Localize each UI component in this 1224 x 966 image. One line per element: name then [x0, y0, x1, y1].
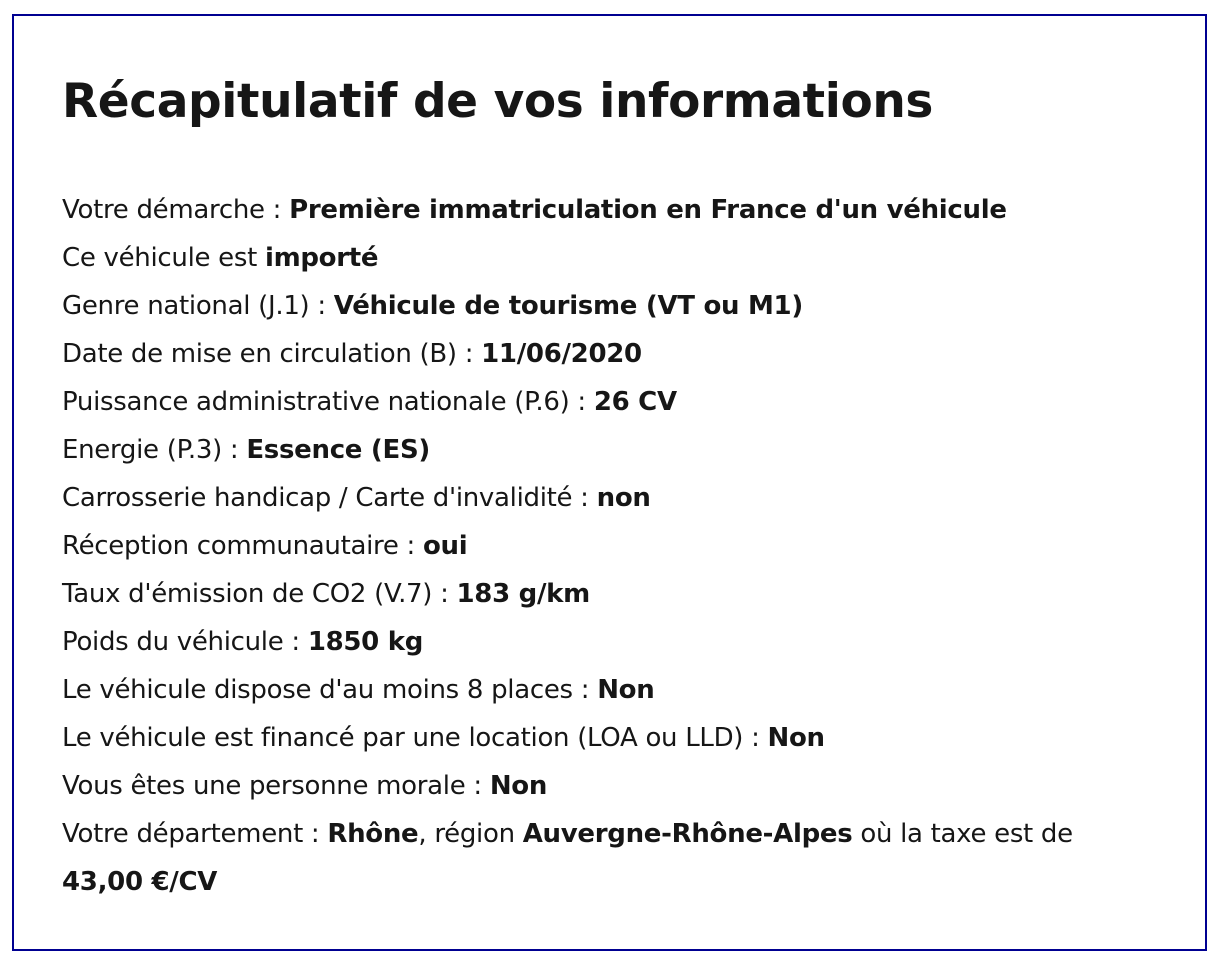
recap-label: Energie (P.3) : [62, 435, 247, 465]
recap-value: Première immatriculation en France d'un véhicule [289, 195, 1007, 225]
recap-line-reception [62, 522, 1162, 570]
recap-label: Poids du véhicule : [62, 627, 308, 657]
recap-line-puissance [62, 378, 1162, 426]
region-value: Auvergne-Rhône-Alpes [522, 819, 853, 849]
recap-line-personne-morale [62, 762, 1162, 810]
recap-value: non [596, 483, 651, 513]
recap-label: Le véhicule dispose d'au moins 8 places : [62, 675, 598, 705]
recap-line-places [62, 666, 1162, 714]
recap-line-date [62, 330, 1162, 378]
recap-card [12, 14, 1207, 951]
recap-line-co2 [62, 570, 1162, 618]
recap-label: Ce véhicule est [62, 243, 265, 273]
recap-line-handicap [62, 474, 1162, 522]
recap-value: oui [422, 531, 468, 561]
recap-label: Genre national (J.1) : [62, 291, 334, 321]
tax-value: 43,00 €/CV [62, 867, 218, 897]
recap-value: Non [767, 723, 825, 753]
recap-line-departement [62, 810, 1142, 906]
recap-line-poids [62, 618, 1162, 666]
recap-value: 183 g/km [456, 579, 590, 609]
recap-label: Réception communautaire : [62, 531, 423, 561]
recap-value: Essence (ES) [246, 435, 430, 465]
recap-label: Puissance administrative nationale (P.6) : [62, 387, 594, 417]
recap-value: importé [264, 243, 379, 273]
recap-value: 11/06/2020 [481, 339, 642, 369]
recap-value: 26 CV [593, 387, 677, 417]
recap-line-genre [62, 282, 1162, 330]
recap-label: Vous êtes une personne morale : [62, 771, 490, 801]
recap-value: Non [597, 675, 655, 705]
recap-label: Date de mise en circulation (B) : [62, 339, 482, 369]
recap-line-importe [62, 234, 1162, 282]
recap-label: Carrosserie handicap / Carte d'invalidité : [62, 483, 597, 513]
recap-list [62, 186, 1162, 906]
recap-value: 1850 kg [307, 627, 424, 657]
recap-line-demarche [62, 186, 1162, 234]
region-label: , région [418, 819, 523, 849]
recap-label: Votre démarche : [62, 195, 290, 225]
tax-label: où la taxe est de [852, 819, 1073, 849]
recap-line-energie [62, 426, 1162, 474]
recap-value: Non [489, 771, 548, 801]
departement-value: Rhône [327, 819, 419, 849]
recap-line-location [62, 714, 1162, 762]
recap-value: Véhicule de tourisme (VT ou M1) [333, 291, 803, 321]
recap-label: Taux d'émission de CO2 (V.7) : [62, 579, 457, 609]
recap-label: Le véhicule est financé par une location (LOA ou LLD) : [62, 723, 768, 753]
recap-label: Votre département : [62, 819, 328, 849]
recap-title: Récapitulatif de vos informations [62, 74, 933, 129]
